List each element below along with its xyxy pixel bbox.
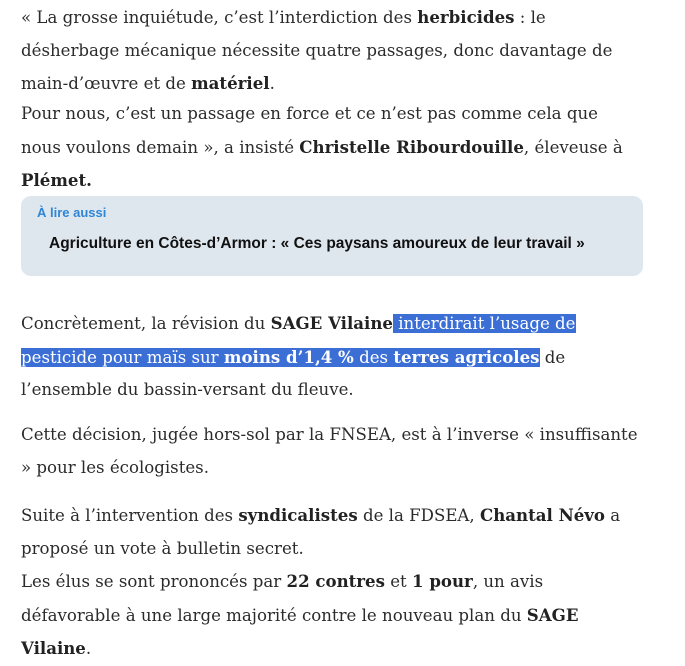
keyword-syndicalistes: syndicalistes (238, 505, 358, 525)
text: Pour nous, c’est un passage en force et ce n’est pas comme cela que nous voulons demain », a insisté (21, 104, 598, 157)
keyword-sage-vilaine: SAGE Vilaine (270, 313, 393, 333)
text: et (384, 572, 412, 591)
text: « La grosse inquiétude, c’est l’interdiction des (21, 8, 418, 27)
keyword-herbicides: herbicides (417, 7, 515, 27)
keyword-sage-vilaine: SAGE Vilaine (21, 604, 579, 658)
text: des (353, 347, 394, 367)
text: Les élus se sont prononcés par (21, 572, 287, 591)
text: : le désherbage mécanique nécessite quatre passages, donc davantage de main-d’œuvre et de (21, 8, 613, 93)
person-name: Christelle Ribourdouille (299, 136, 524, 157)
paragraph-quote (21, 98, 643, 198)
text: Concrètement, la révision du (21, 314, 271, 333)
vote-count-for: 1 pour (412, 571, 473, 591)
keyword-materiel: matériel (191, 73, 270, 93)
read-also-box (21, 196, 643, 276)
person-name: Chantal Névo (479, 505, 606, 525)
text: , éleveuse à (523, 137, 623, 157)
read-also-link[interactable]: Agriculture en Côtes-d’Armor : « Ces paysans amoureux de leur travail » (49, 235, 585, 252)
paragraph-herbicides (21, 1, 643, 101)
text: a proposé un vote à bulletin secret. (21, 506, 621, 558)
paragraph-decision: Cette décision, jugée hors-sol par la FNSEA, est à l’inverse « insuffisante » pour les écologistes. (21, 425, 638, 477)
text: interdirait l’usage de pesticide pour maïs sur (21, 314, 576, 367)
paragraph-sage (21, 307, 643, 407)
text: , un avis défavorable à une large majorité contre le nouveau plan du (21, 572, 544, 625)
vote-count-against: 22 contres (286, 571, 385, 591)
text: . (269, 74, 275, 93)
read-also-label: À lire aussi (37, 205, 107, 220)
place-name: Plémet. (21, 170, 92, 190)
text: de la FDSEA, (357, 506, 480, 525)
text: Suite à l’intervention des (21, 506, 239, 525)
paragraph-vote (21, 499, 643, 666)
keyword-percentage: moins d’1,4 % (223, 346, 354, 367)
text: de l’ensemble du bassin-versant du fleuve. (21, 347, 566, 399)
text: . (85, 639, 92, 658)
keyword-terres-agricoles: terres agricoles (393, 346, 540, 367)
